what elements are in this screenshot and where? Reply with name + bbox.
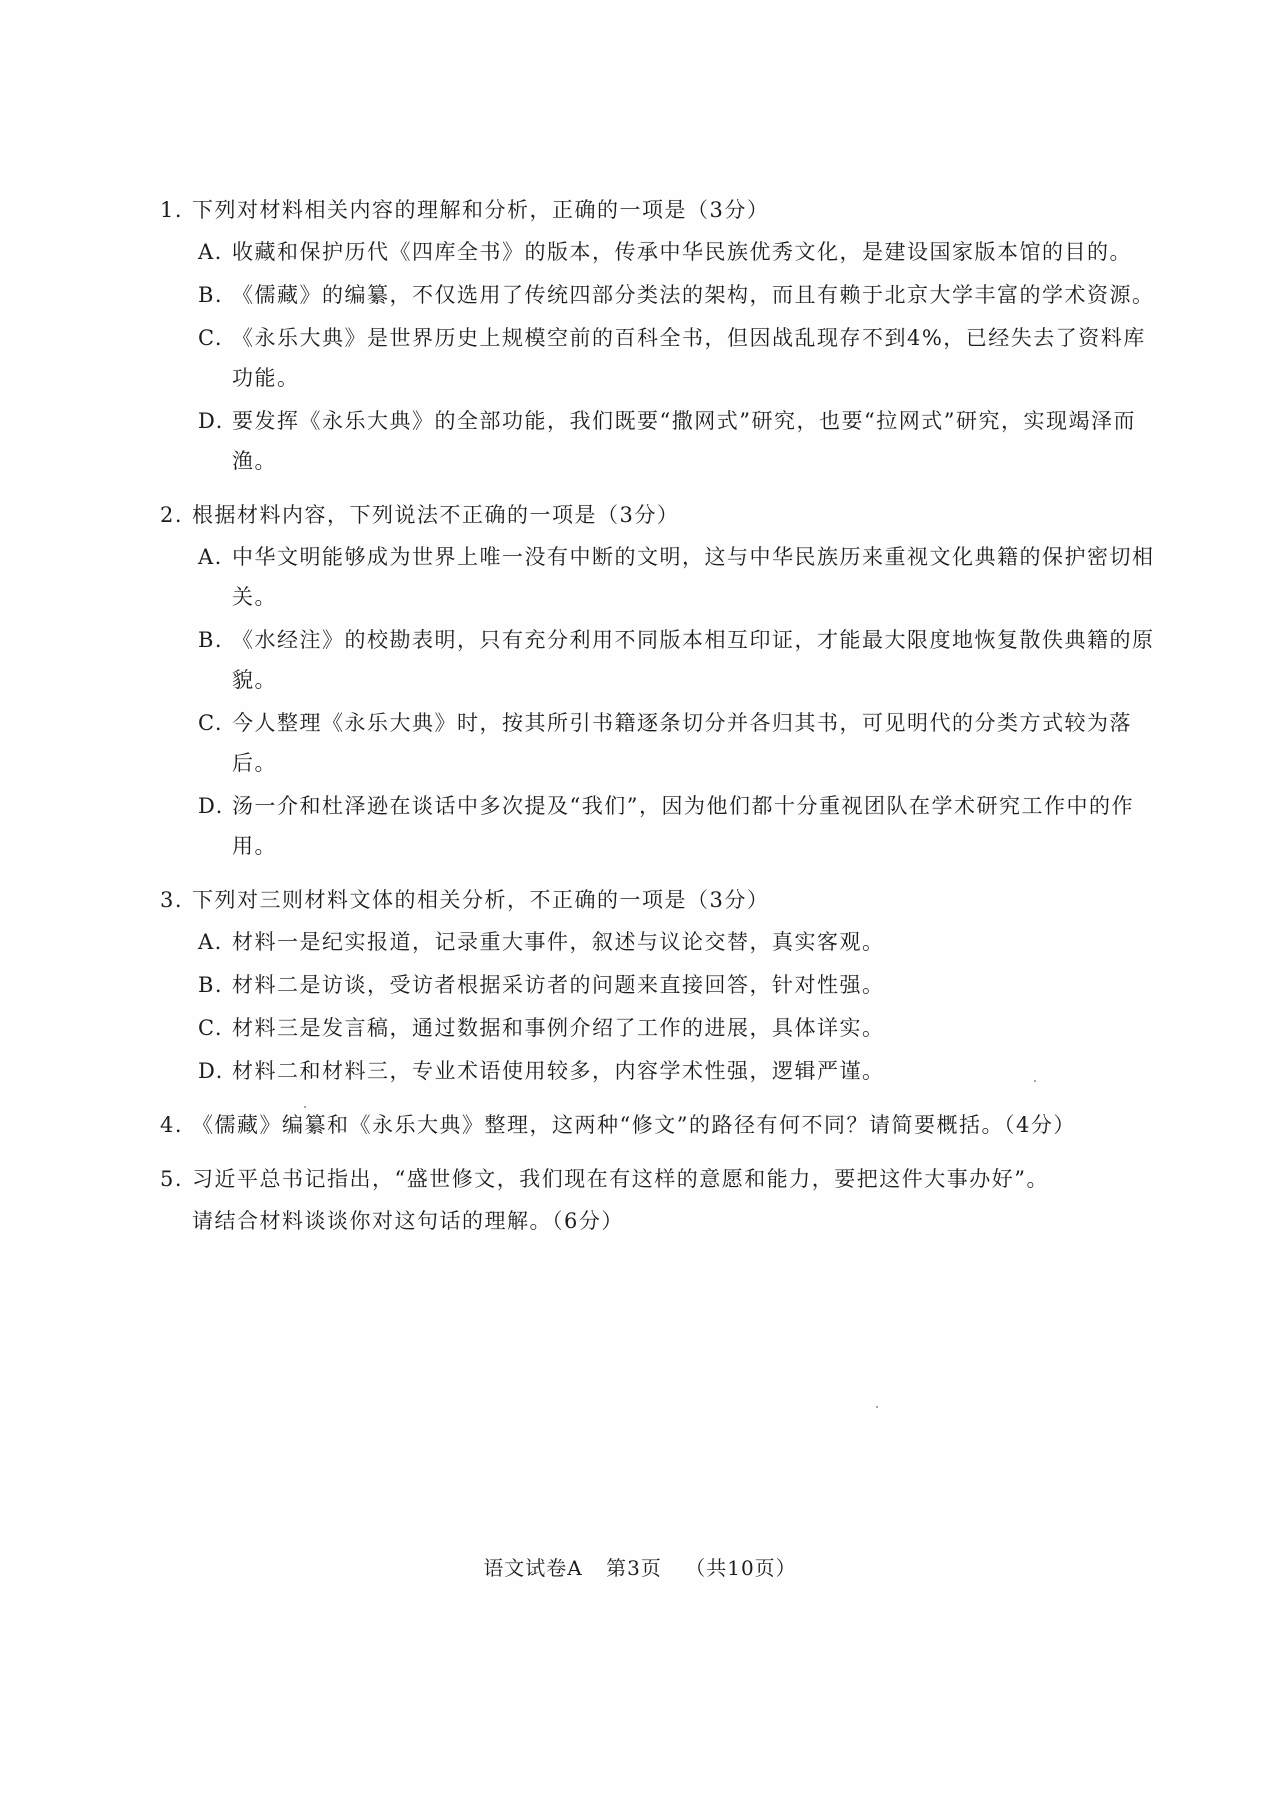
option-letter: C. — [198, 711, 223, 735]
option-d — [198, 401, 1160, 481]
option-letter: B. — [198, 283, 224, 307]
option-letter: B. — [198, 973, 224, 997]
option-c — [198, 1008, 1160, 1048]
scan-speck — [876, 1406, 878, 1408]
option-a — [198, 232, 1160, 272]
question-5 — [160, 1159, 1160, 1241]
option-text: 今人整理《永乐大典》时，按其所引书籍逐条切分并各归其书，可见明代的分类方式较为落后。 — [232, 711, 1132, 775]
question-text: 下列对材料相关内容的理解和分析，正确的一项是（3分） — [192, 198, 770, 222]
option-letter: D. — [198, 794, 224, 818]
question-text: 习近平总书记指出，“盛世修文，我们现在有这样的意愿和能力，要把这件大事办好”。 — [192, 1167, 1049, 1191]
option-letter: C. — [198, 326, 223, 350]
option-text: 材料二是访谈，受访者根据采访者的问题来直接回答，针对性强。 — [232, 973, 885, 997]
option-d — [198, 1051, 1160, 1091]
question-4 — [160, 1105, 1160, 1145]
question-text-continued: 请结合材料谈谈你对这句话的理解。（6分） — [192, 1209, 624, 1233]
question-2 — [160, 495, 1160, 866]
option-text: 要发挥《永乐大典》的全部功能，我们既要“撒网式”研究，也要“拉网式”研究，实现竭泽而渔。 — [232, 409, 1136, 473]
question-number: 1. — [160, 198, 184, 222]
option-letter: A. — [198, 545, 223, 569]
option-text: 材料一是纪实报道，记录重大事件，叙述与议论交替，真实客观。 — [232, 930, 885, 954]
option-letter: A. — [198, 240, 223, 264]
option-text: 中华文明能够成为世界上唯一没有中断的文明，这与中华民族历来重视文化典籍的保护密切相关。 — [232, 545, 1155, 609]
option-list — [198, 537, 1160, 866]
question-text: 下列对三则材料文体的相关分析，不正确的一项是（3分） — [192, 888, 770, 912]
option-text: 《水经注》的校勘表明，只有充分利用不同版本相互印证，才能最大限度地恢复散佚典籍的原貌。 — [232, 628, 1155, 692]
option-letter: D. — [198, 1059, 224, 1083]
question-text: 根据材料内容，下列说法不正确的一项是（3分） — [192, 503, 680, 527]
option-a — [198, 922, 1160, 962]
option-b — [198, 275, 1160, 315]
option-list — [198, 922, 1160, 1091]
option-letter: D. — [198, 409, 224, 433]
question-stem — [160, 190, 1160, 230]
option-letter: C. — [198, 1016, 223, 1040]
option-b — [198, 620, 1160, 700]
option-text: 材料三是发言稿，通过数据和事例介绍了工作的进展，具体详实。 — [232, 1016, 885, 1040]
question-number: 4. — [160, 1113, 184, 1137]
option-letter: A. — [198, 930, 223, 954]
option-text: 收藏和保护历代《四库全书》的版本，传承中华民族优秀文化，是建设国家版本馆的目的。 — [232, 240, 1132, 264]
exam-name: 语文试卷A — [483, 1556, 583, 1580]
question-stem — [160, 880, 1160, 920]
question-stem — [160, 495, 1160, 535]
question-number: 2. — [160, 503, 184, 527]
question-number: 3. — [160, 888, 184, 912]
scan-speck — [304, 1106, 306, 1108]
option-text: 材料二和材料三，专业术语使用较多，内容学术性强，逻辑严谨。 — [232, 1059, 885, 1083]
option-text: 汤一介和杜泽逊在谈话中多次提及“我们”，因为他们都十分重视团队在学术研究工作中的作用。 — [232, 794, 1134, 858]
option-letter: B. — [198, 628, 224, 652]
option-c — [198, 703, 1160, 783]
option-d — [198, 786, 1160, 866]
question-stem — [160, 1105, 1160, 1145]
question-number: 5. — [160, 1167, 184, 1191]
question-3 — [160, 880, 1160, 1091]
option-c — [198, 318, 1160, 398]
page-footer — [0, 1552, 1280, 1581]
question-stem — [160, 1159, 1160, 1199]
question-text: 《儒藏》编纂和《永乐大典》整理，这两种“修文”的路径有何不同？请简要概括。（4分） — [192, 1113, 1076, 1137]
option-text: 《永乐大典》是世界历史上规模空前的百科全书，但因战乱现存不到4%，已经失去了资料库功能。 — [232, 326, 1146, 390]
question-list — [160, 190, 1160, 1255]
option-text: 《儒藏》的编纂，不仅选用了传统四部分类法的架构，而且有赖于北京大学丰富的学术资源。 — [232, 283, 1155, 307]
option-list — [198, 232, 1160, 481]
question-1 — [160, 190, 1160, 481]
page-total: （共10页） — [685, 1556, 797, 1580]
page-number: 第3页 — [606, 1556, 662, 1580]
option-b — [198, 965, 1160, 1005]
option-a — [198, 537, 1160, 617]
scan-speck — [1034, 1080, 1036, 1082]
